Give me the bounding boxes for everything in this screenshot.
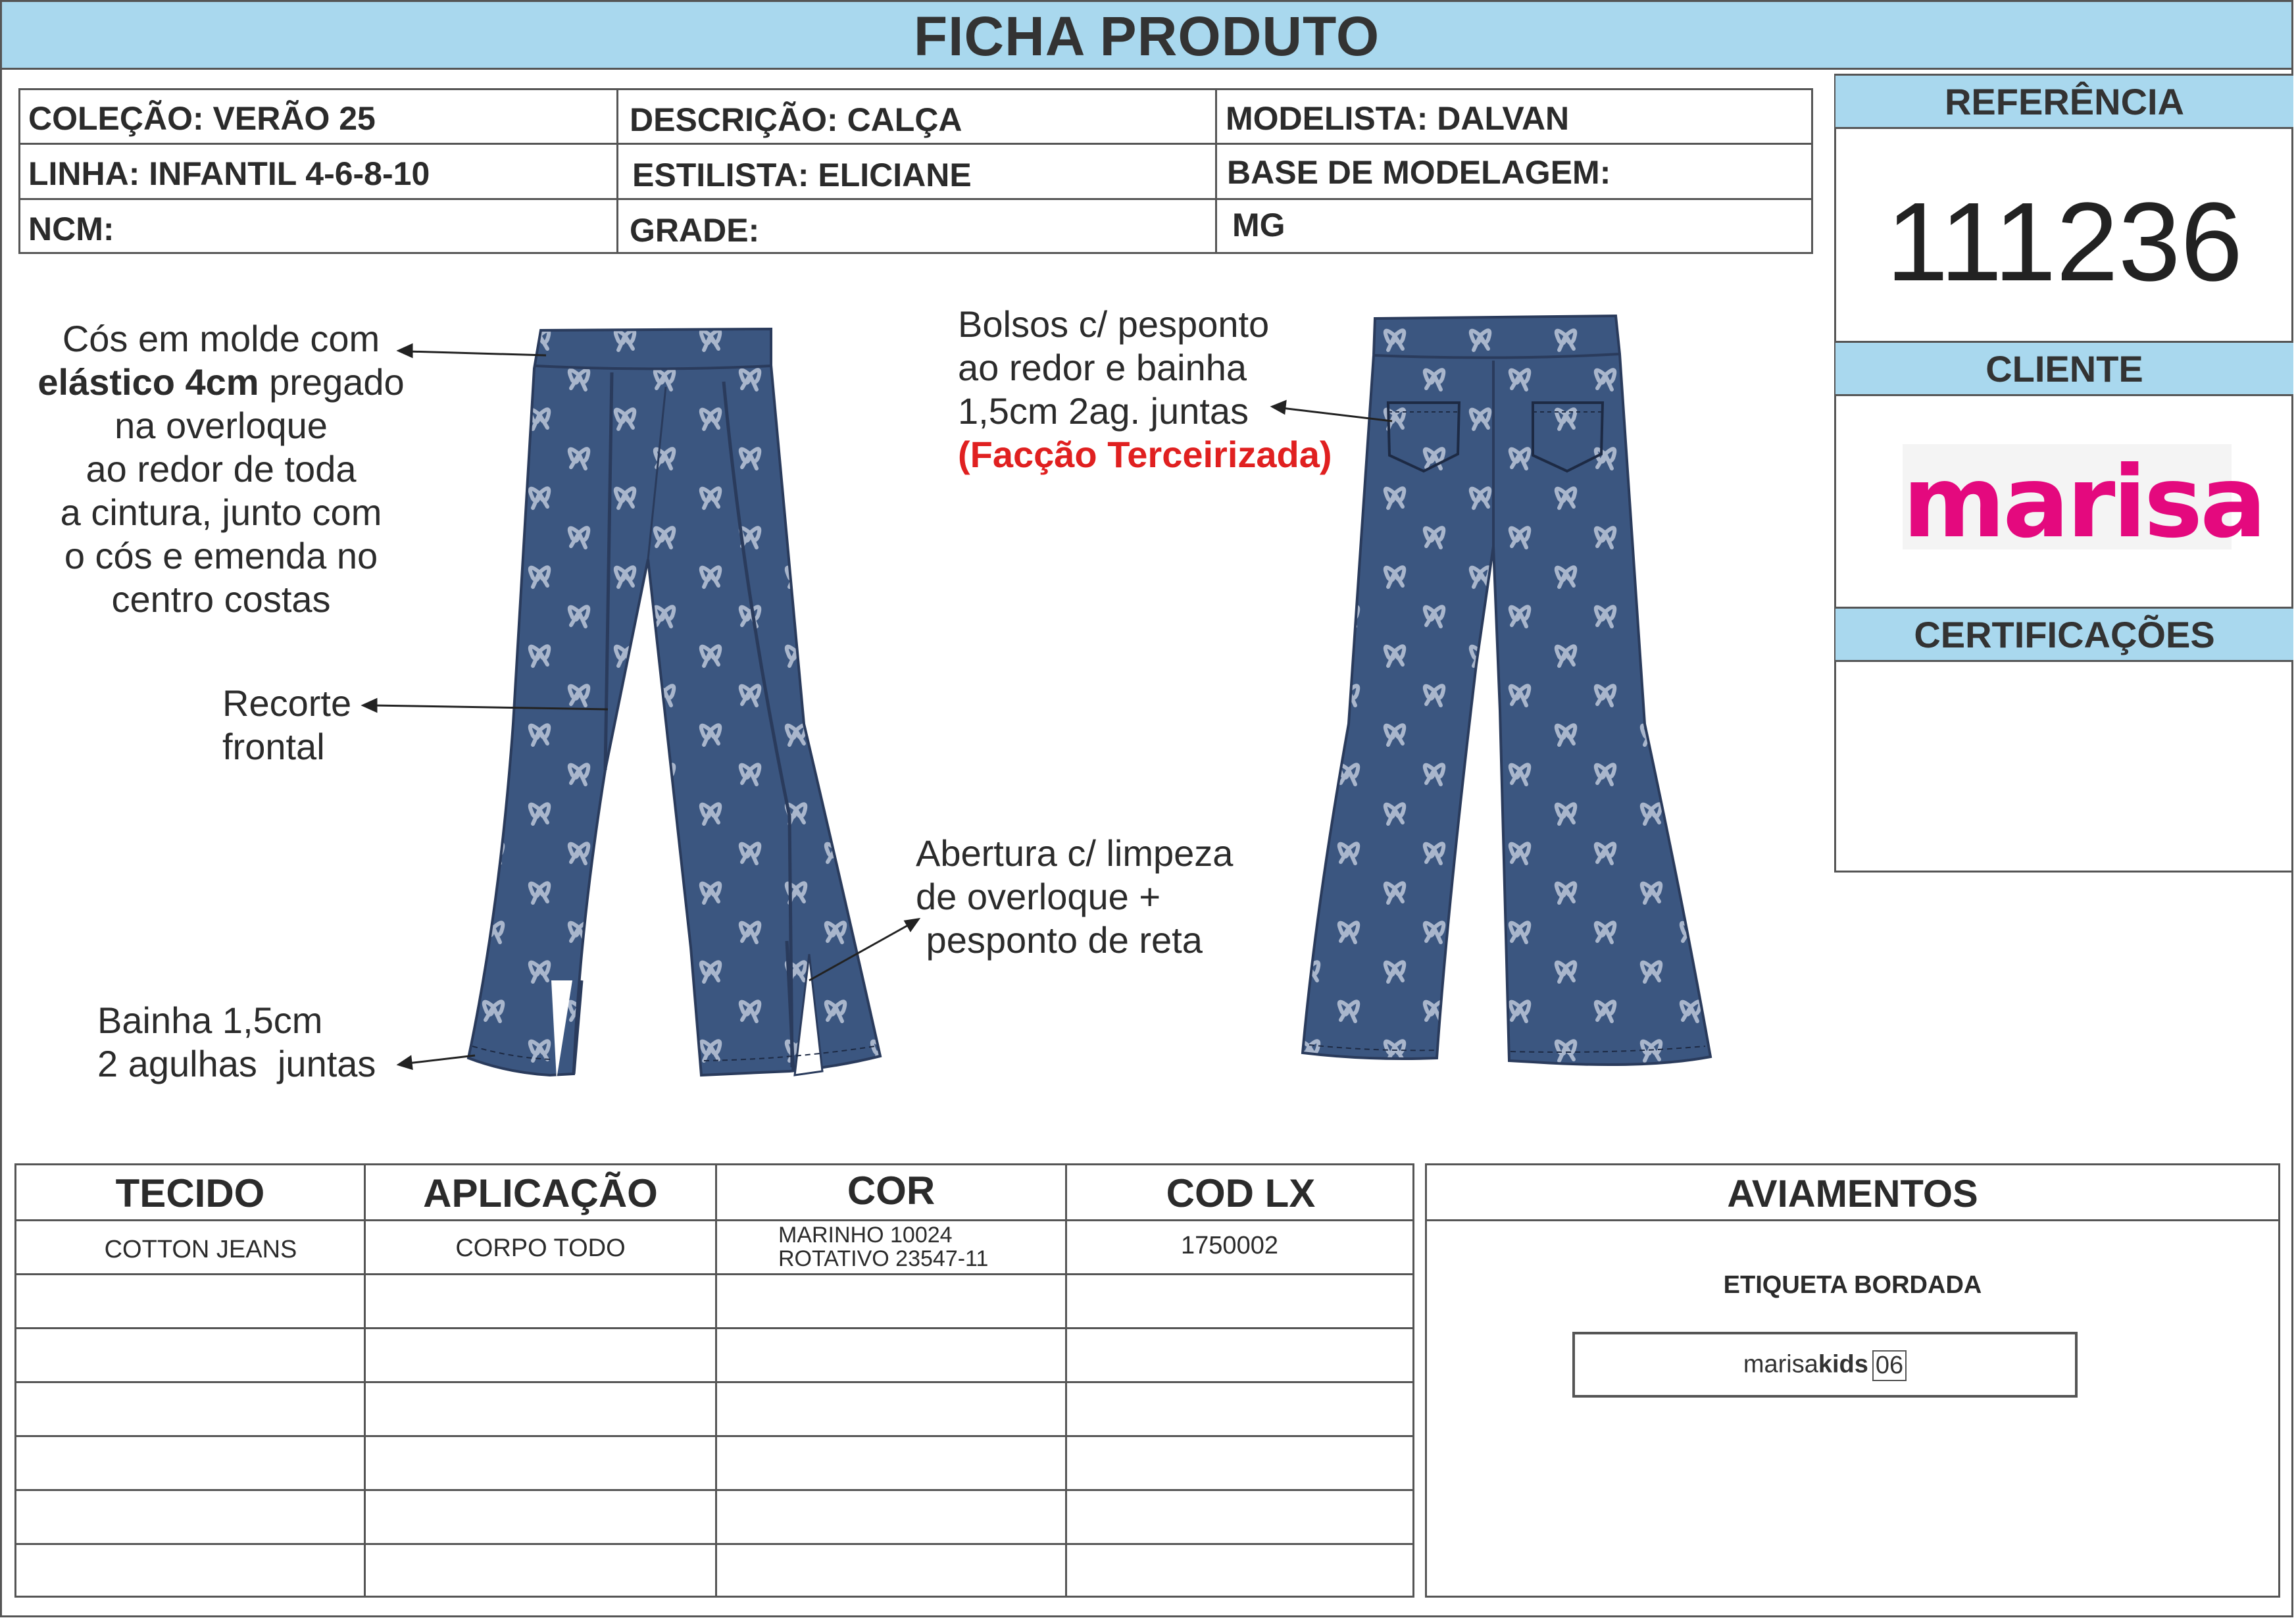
annotation-highlight: (Facção Terceirizada) [958, 434, 1332, 475]
back-pants [1303, 316, 1710, 1065]
cell-tecido: COTTON JEANS [104, 1236, 297, 1263]
divider [715, 1165, 717, 1596]
materials-table [14, 1163, 1414, 1598]
column-header-aplicacao: APLICAÇÃO [423, 1171, 658, 1215]
info-base: BASE DE MODELAGEM: [1227, 154, 1611, 191]
annotation-line: Abertura c/ limpeza [916, 832, 1234, 874]
annotation-line: ao redor de toda [86, 448, 357, 490]
divider [16, 1273, 1412, 1275]
cliente-title: CLIENTE [1835, 341, 2293, 396]
page-title: FICHA PRODUTO [913, 5, 1380, 67]
column-header-cod: COD LX [1166, 1171, 1316, 1215]
annotation-line: Cós em molde com [62, 318, 380, 359]
column-header-cor: COR [847, 1169, 936, 1213]
cell-aplicacao: CORPO TODO [455, 1234, 626, 1262]
label-size-badge: 06 [1872, 1350, 1907, 1381]
annotation-bolsos [958, 303, 1332, 476]
info-descricao: DESCRIÇÃO: CALÇA [630, 101, 962, 138]
divider [16, 1543, 1412, 1545]
annotation-line: a cintura, junto com [60, 492, 382, 533]
column-header-tecido: TECIDO [115, 1171, 265, 1215]
label-kids: kids [1818, 1350, 1868, 1379]
annotation-line: ao redor e bainha [958, 347, 1247, 388]
annotation-line: Bolsos c/ pesponto [958, 303, 1270, 345]
annotation-line [37, 361, 405, 404]
annotation-bainha [97, 999, 376, 1086]
divider [1427, 1219, 2278, 1221]
annotation-line: o cós e emenda no [64, 535, 378, 576]
annotation-abertura [916, 832, 1233, 962]
annotation-line: 2 agulhas juntas [97, 1043, 376, 1084]
info-grade: GRADE: [630, 212, 760, 249]
cell-cor [778, 1223, 988, 1271]
label-preview [1572, 1332, 2078, 1398]
aviamentos-item: ETIQUETA BORDADA [1723, 1271, 1982, 1299]
annotation-line: pesponto de reta [916, 919, 1203, 961]
info-linha: LINHA: INFANTIL 4-6-8-10 [28, 155, 430, 192]
annotation-line: na overloque [114, 405, 328, 446]
annotation-line: Recorte [222, 682, 352, 724]
divider [364, 1165, 366, 1596]
aviamentos-title: AVIAMENTOS [1727, 1173, 1978, 1215]
front-pants [468, 329, 880, 1079]
info-colecao: COLEÇÃO: VERÃO 25 [28, 100, 376, 137]
divider [16, 1327, 1412, 1329]
referencia-title: REFERÊNCIA [1835, 74, 2293, 129]
cell-cor-line: MARINHO 10024 [778, 1223, 953, 1248]
label-preview-text [1575, 1350, 2075, 1381]
divider [16, 1435, 1412, 1437]
info-estilista: ESTILISTA: ELICIANE [632, 157, 972, 193]
annotation-cos [37, 317, 405, 621]
annotation-line: de overloque + [916, 876, 1161, 917]
client-logo-text: marisa [1903, 445, 2264, 560]
divider [16, 1489, 1412, 1491]
annotation-line: centro costas [111, 578, 331, 620]
annotation-recorte [222, 682, 351, 769]
cell-cor-line: ROTATIVO 23547-11 [778, 1246, 989, 1271]
certificacoes-title: CERTIFICAÇÕES [1835, 607, 2293, 662]
info-ncm: NCM: [28, 211, 114, 247]
label-brand: marisa [1743, 1350, 1818, 1379]
annotation-line: Bainha 1,5cm [97, 1000, 323, 1041]
info-modelista: MODELISTA: DALVAN [1226, 100, 1570, 137]
annotation-line: frontal [222, 726, 325, 767]
annotation-text: pregado [269, 361, 405, 403]
annotation-bold: elástico 4cm [37, 361, 259, 403]
referencia-number: 111236 [1885, 180, 2243, 305]
divider [16, 1381, 1412, 1383]
info-base-value: MG [1232, 207, 1285, 243]
divider [1065, 1165, 1067, 1596]
cell-cod: 1750002 [1181, 1232, 1278, 1259]
divider [16, 1219, 1412, 1221]
annotation-line: 1,5cm 2ag. juntas [958, 390, 1249, 432]
